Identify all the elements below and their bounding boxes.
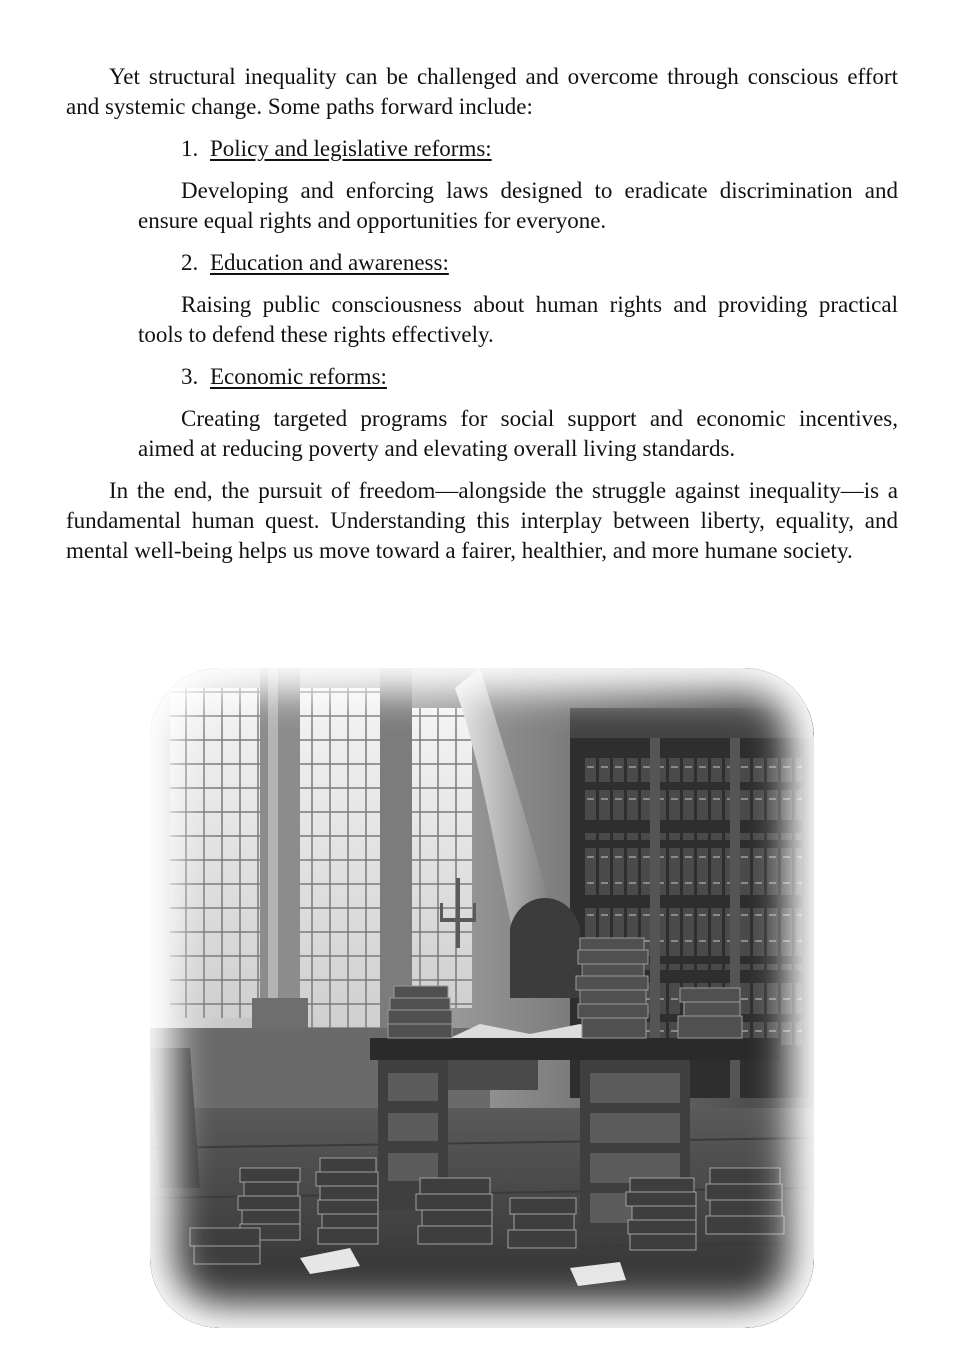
list-item-heading-2 bbox=[66, 248, 898, 278]
chair bbox=[510, 898, 580, 998]
library-illustration bbox=[150, 668, 814, 1328]
list-item-body-3: Creating targeted programs for social support and economic incentives, aimed at reducing poverty and elevating overall living standards. bbox=[138, 406, 898, 461]
intro-paragraph: Yet structural inequality can be challenged and overcome through conscious effort and systemic change. Some paths forward include: bbox=[66, 64, 898, 119]
closing-paragraph: In the end, the pursuit of freedom—alongside the struggle against inequality—is a fundamental human quest. Understanding this interplay between liberty, equality, and mental well-being helps us move toward a fairer, healthier, and more humane society. bbox=[66, 478, 898, 563]
list-title: Policy and legislative reforms: bbox=[210, 136, 492, 161]
text-column bbox=[66, 62, 898, 566]
list-item-heading-3 bbox=[66, 362, 898, 392]
list-item-heading-1 bbox=[66, 134, 898, 164]
list-number: 2. bbox=[181, 250, 199, 275]
list-title: Economic reforms: bbox=[210, 364, 387, 389]
list-item-body-2: Raising public consciousness about human rights and providing practical tools to defend these rights effectively. bbox=[138, 292, 898, 347]
list-title: Education and awareness: bbox=[210, 250, 449, 275]
list-item-body-1: Developing and enforcing laws designed to eradicate discrimination and ensure equal rights and opportunities for everyone. bbox=[138, 178, 898, 233]
list-number: 1. bbox=[181, 136, 199, 161]
list-number: 3. bbox=[181, 364, 199, 389]
